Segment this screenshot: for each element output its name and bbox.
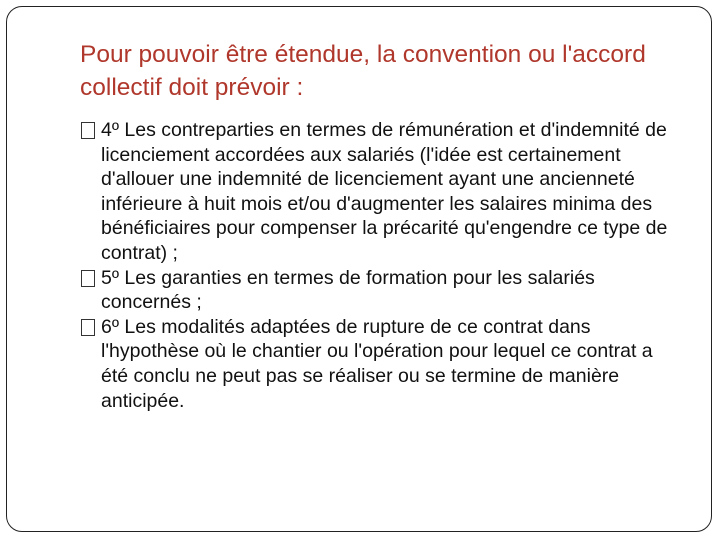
list-item [80,266,680,315]
bullet-list [80,118,680,413]
list-item [80,315,680,413]
slide-title: Pour pouvoir être étendue, la convention ou l'accord collectif doit prévoir : [80,41,646,101]
list-item [80,118,680,266]
bullet-text: 4º Les contreparties en termes de rémunération et d'indemnité de licenciement accordées aux salariés (l'idée est certainement d'allouer une indemnité de licenciement ayant une ancienneté inférieure à huit mois et/ou d'augmenter les salaires minima des bénéficiaires pour compenser la précarité qu'engendre ce type de contrat) ; [101,119,668,264]
square-bullet-icon [81,270,95,287]
square-bullet-icon [81,319,95,336]
bullet-text: 6º Les modalités adaptées de rupture de ce contrat dans l'hypothèse où le chantier ou l'opération pour lequel ce contrat a été conclu ne peut pas se réaliser ou se termine de manière anticipée. [101,315,653,412]
bullet-text: 5º Les garanties en termes de formation pour les salariés concernés ; [101,266,595,314]
square-bullet-icon [81,122,95,139]
